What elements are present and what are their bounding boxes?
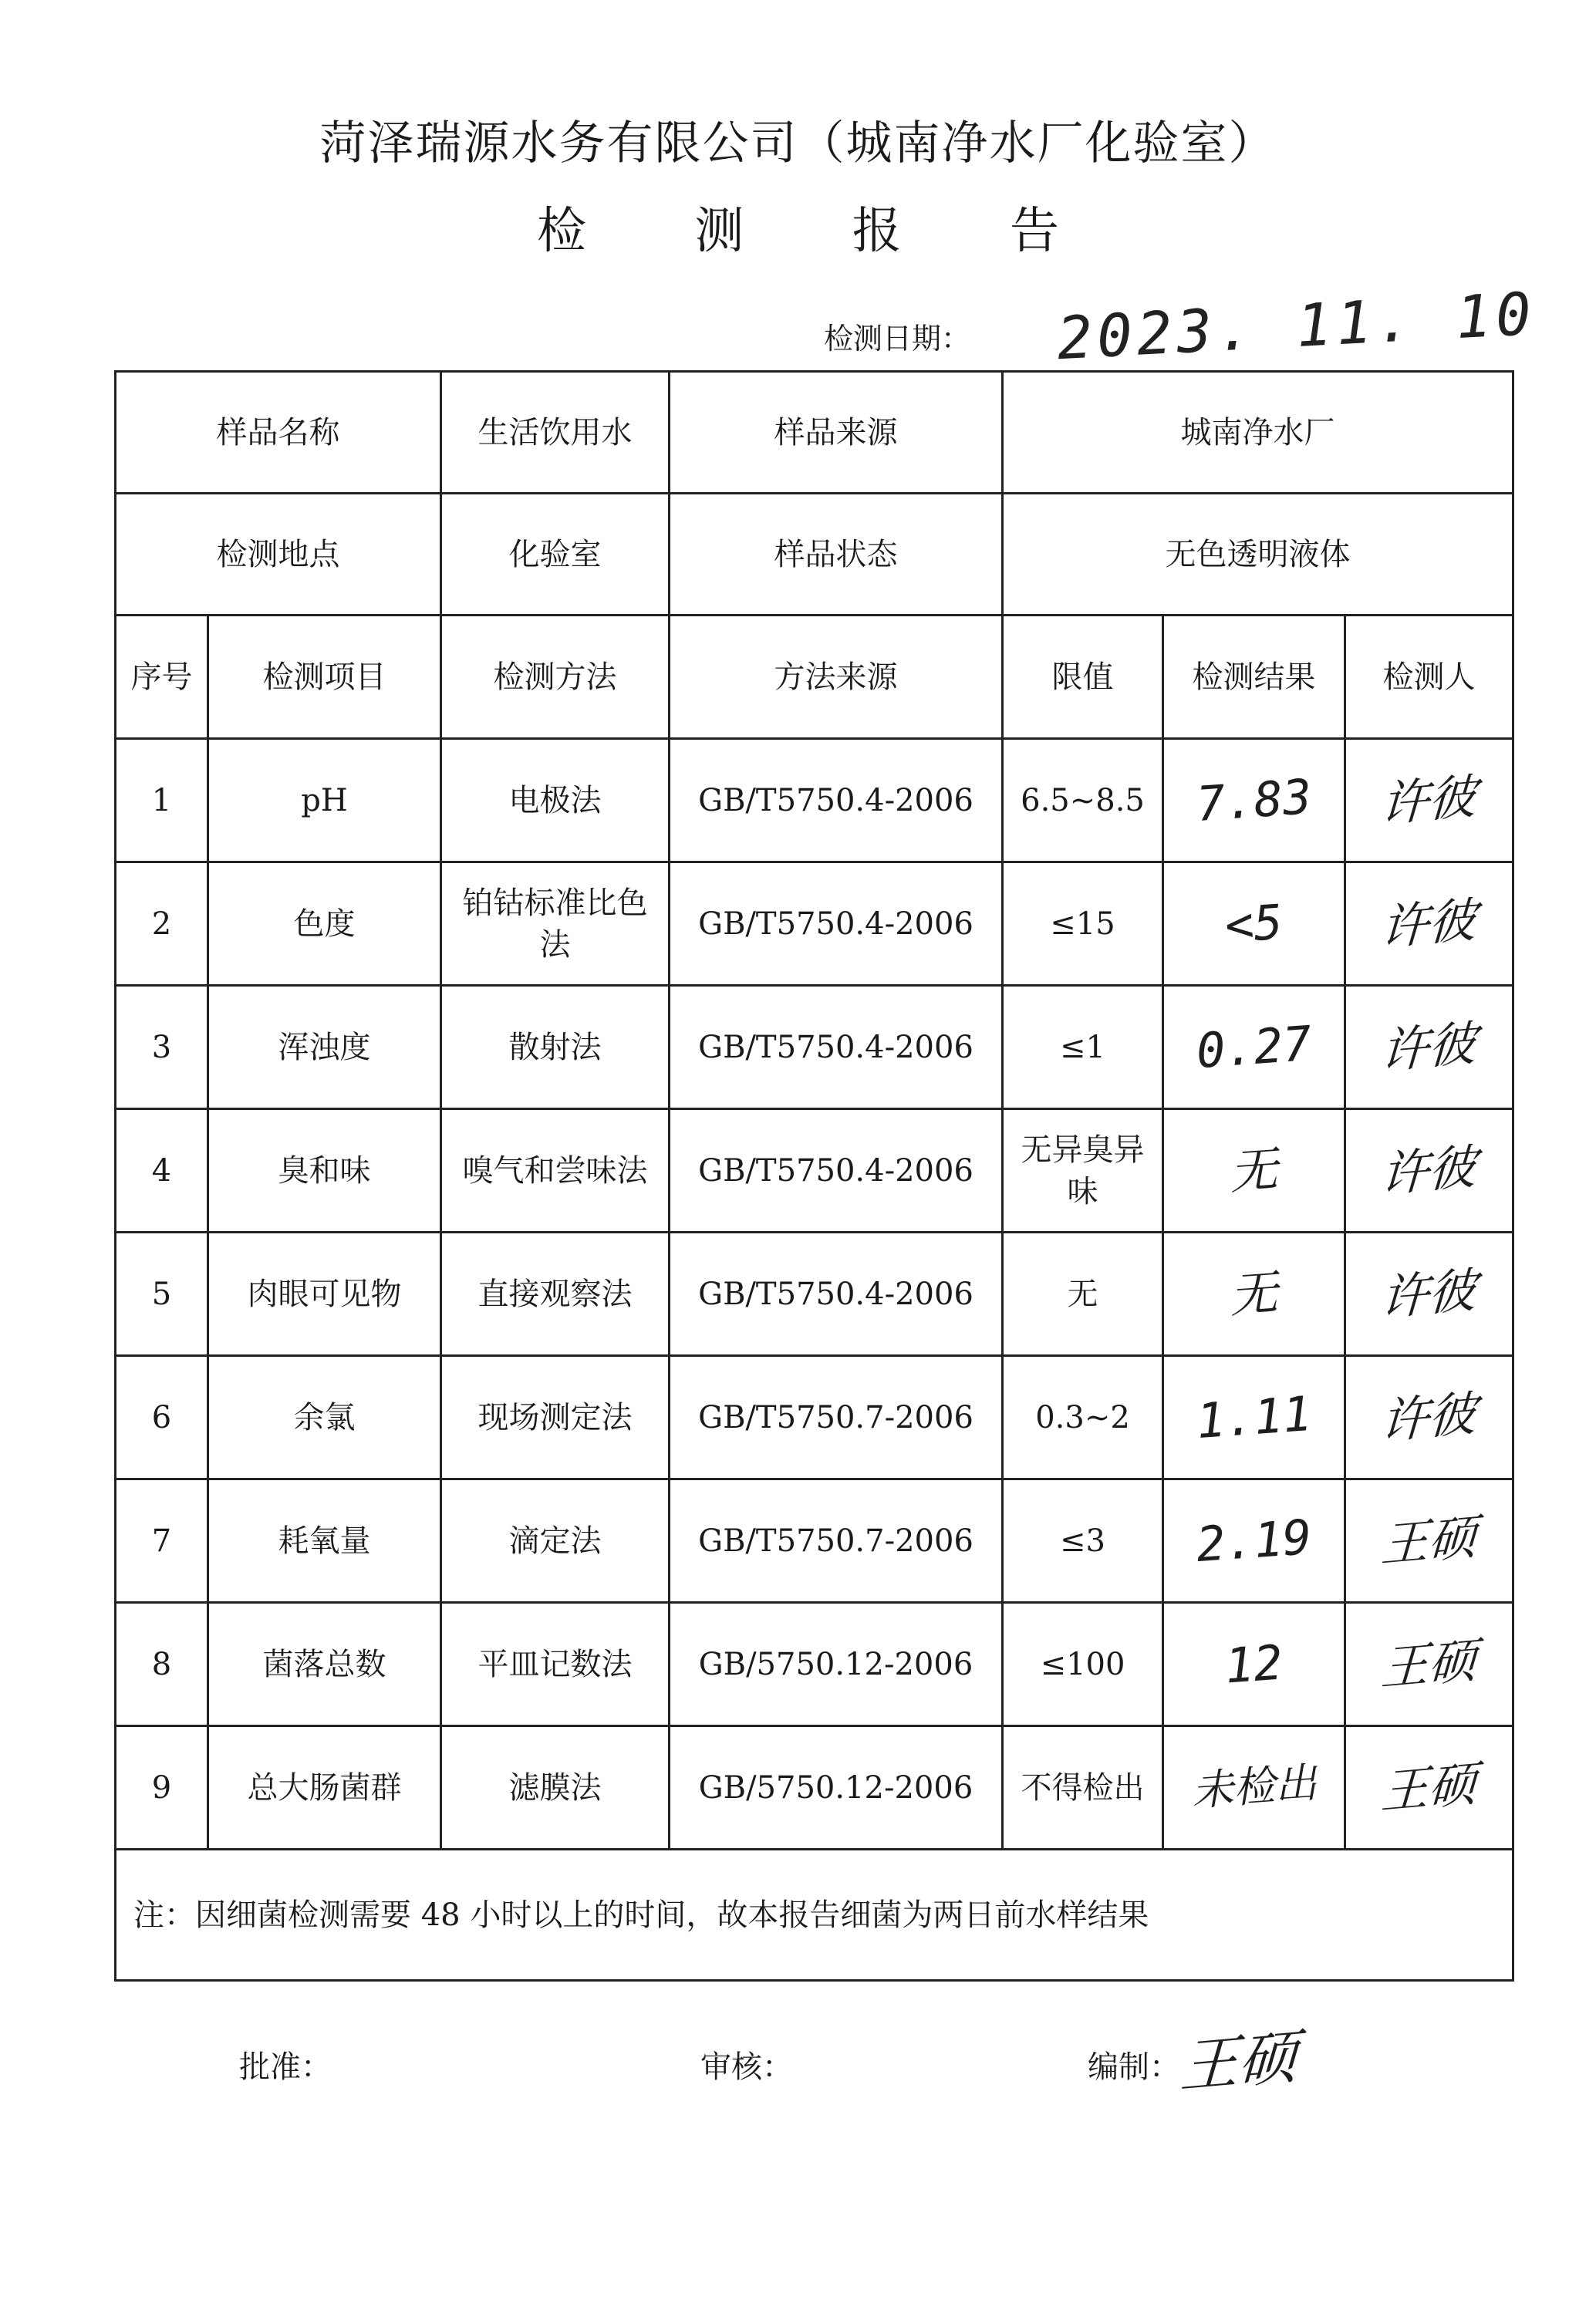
- row-source: GB/T5750.4-2006: [670, 1109, 1003, 1233]
- row-limit: ≤3: [1003, 1479, 1163, 1603]
- row-source: GB/5750.12-2006: [670, 1603, 1003, 1726]
- handwritten-result: <5: [1223, 893, 1285, 954]
- table-row: [116, 986, 1513, 1109]
- row-method: 铂钴标准比色法: [441, 862, 670, 986]
- row-tester: [1345, 1603, 1513, 1726]
- row-no: 1: [116, 739, 208, 862]
- sample-source-value: 城南净水厂: [1003, 372, 1513, 494]
- tester-signature: 许彼: [1379, 1260, 1479, 1327]
- company-title: 菏泽瑞源水务有限公司（城南净水厂化验室）: [319, 116, 1277, 170]
- row-source: GB/T5750.4-2006: [670, 862, 1003, 986]
- handwritten-result: 未检出: [1189, 1758, 1318, 1816]
- header-limit: 限值: [1003, 616, 1163, 739]
- table-header-row: [116, 616, 1513, 739]
- handwritten-result: 无: [1227, 1140, 1280, 1200]
- note-text: 注：因细菌检测需要 48 小时以上的时间，故本报告细菌为两日前水样结果: [116, 1850, 1513, 1981]
- table-row: [116, 1356, 1513, 1479]
- row-item: 肉眼可见物: [208, 1233, 441, 1356]
- row-tester: [1345, 1233, 1513, 1356]
- row-source: GB/T5750.7-2006: [670, 1479, 1003, 1603]
- row-result: [1163, 1356, 1345, 1479]
- row-tester: [1345, 1726, 1513, 1850]
- header-tester: 检测人: [1345, 616, 1513, 739]
- note-row: [116, 1850, 1513, 1981]
- handwritten-result: 1.11: [1194, 1385, 1314, 1449]
- row-no: 9: [116, 1726, 208, 1850]
- approve-label: 批准：: [239, 2049, 332, 2085]
- row-source: GB/T5750.4-2006: [670, 1233, 1003, 1356]
- tester-signature: 王硕: [1379, 1631, 1479, 1697]
- table-row: [116, 1233, 1513, 1356]
- row-result: [1163, 862, 1345, 986]
- handwritten-result: 2.19: [1194, 1508, 1314, 1573]
- header-source: 方法来源: [670, 616, 1003, 739]
- row-method: 电极法: [441, 739, 670, 862]
- handwritten-result: 7.83: [1194, 767, 1314, 832]
- date-value: 2023. 11. 10: [1055, 278, 1537, 373]
- sample-source-label: 样品来源: [670, 372, 1003, 494]
- row-limit: 0.3~2: [1003, 1356, 1163, 1479]
- row-tester: [1345, 1356, 1513, 1479]
- sample-state-value: 无色透明液体: [1003, 494, 1513, 616]
- row-limit: 6.5~8.5: [1003, 739, 1163, 862]
- row-tester: [1345, 862, 1513, 986]
- header-no: 序号: [116, 616, 208, 739]
- table-row: [116, 1726, 1513, 1850]
- test-location-row: [116, 494, 1513, 616]
- row-item: 总大肠菌群: [208, 1726, 441, 1850]
- row-tester: [1345, 739, 1513, 862]
- table-row: [116, 1603, 1513, 1726]
- sample-name-label: 样品名称: [116, 372, 441, 494]
- row-no: 6: [116, 1356, 208, 1479]
- row-tester: [1345, 986, 1513, 1109]
- row-result: [1163, 1109, 1345, 1233]
- row-result: [1163, 1726, 1345, 1850]
- row-method: 滤膜法: [441, 1726, 670, 1850]
- table-row: [116, 862, 1513, 986]
- row-limit: 无异臭异味: [1003, 1109, 1163, 1233]
- sample-name-value: 生活饮用水: [441, 372, 670, 494]
- table-row: [116, 739, 1513, 862]
- test-location-value: 化验室: [441, 494, 670, 616]
- compiler-signature-text: 王硕: [1178, 2022, 1299, 2102]
- row-method: 滴定法: [441, 1479, 670, 1603]
- row-item: 耗氧量: [208, 1479, 441, 1603]
- tester-signature: 许彼: [1379, 1384, 1479, 1450]
- row-no: 3: [116, 986, 208, 1109]
- row-limit: ≤1: [1003, 986, 1163, 1109]
- test-location-label: 检测地点: [116, 494, 441, 616]
- header-method: 检测方法: [441, 616, 670, 739]
- row-item: 菌落总数: [208, 1603, 441, 1726]
- tester-signature: 许彼: [1379, 767, 1479, 833]
- row-item: 浑浊度: [208, 986, 441, 1109]
- header-result: 检测结果: [1163, 616, 1345, 739]
- handwritten-result: 无: [1227, 1263, 1280, 1324]
- row-item: 臭和味: [208, 1109, 441, 1233]
- table-row: [116, 1109, 1513, 1233]
- row-limit: 不得检出: [1003, 1726, 1163, 1850]
- row-limit: 无: [1003, 1233, 1163, 1356]
- row-no: 7: [116, 1479, 208, 1603]
- row-source: GB/5750.12-2006: [670, 1726, 1003, 1850]
- row-limit: ≤15: [1003, 862, 1163, 986]
- row-no: 4: [116, 1109, 208, 1233]
- row-result: [1163, 1233, 1345, 1356]
- row-source: GB/T5750.4-2006: [670, 986, 1003, 1109]
- tester-signature: 许彼: [1379, 1137, 1479, 1203]
- row-source: GB/T5750.4-2006: [670, 739, 1003, 862]
- header-item: 检测项目: [208, 616, 441, 739]
- row-method: 嗅气和尝味法: [441, 1109, 670, 1233]
- row-limit: ≤100: [1003, 1603, 1163, 1726]
- compile-label: 编制：: [1088, 2049, 1180, 2085]
- row-source: GB/T5750.7-2006: [670, 1356, 1003, 1479]
- row-item: 余氯: [208, 1356, 441, 1479]
- row-method: 平皿记数法: [441, 1603, 670, 1726]
- tester-signature: 许彼: [1379, 1014, 1479, 1080]
- tester-signature: 许彼: [1379, 890, 1479, 956]
- handwritten-result: 12: [1223, 1634, 1285, 1695]
- date-label: 检测日期：: [824, 322, 971, 356]
- row-item: 色度: [208, 862, 441, 986]
- row-no: 8: [116, 1603, 208, 1726]
- row-item: pH: [208, 739, 441, 862]
- sample-state-label: 样品状态: [670, 494, 1003, 616]
- row-result: [1163, 1479, 1345, 1603]
- row-result: [1163, 1603, 1345, 1726]
- tester-signature: 王硕: [1379, 1507, 1479, 1574]
- handwritten-result: 0.27: [1194, 1014, 1314, 1079]
- table-row: [116, 1479, 1513, 1603]
- report-title: 检 测 报 告: [536, 203, 1106, 260]
- row-tester: [1345, 1479, 1513, 1603]
- sample-name-row: [116, 372, 1513, 494]
- row-tester: [1345, 1109, 1513, 1233]
- compiler-signature: [1178, 2015, 1299, 2102]
- report-table: [114, 370, 1514, 1982]
- row-no: 5: [116, 1233, 208, 1356]
- row-method: 直接观察法: [441, 1233, 670, 1356]
- row-result: [1163, 986, 1345, 1109]
- row-no: 2: [116, 862, 208, 986]
- row-result: [1163, 739, 1345, 862]
- review-label: 审核：: [700, 2049, 793, 2085]
- row-method: 散射法: [441, 986, 670, 1109]
- row-method: 现场测定法: [441, 1356, 670, 1479]
- tester-signature: 王硕: [1379, 1754, 1479, 1820]
